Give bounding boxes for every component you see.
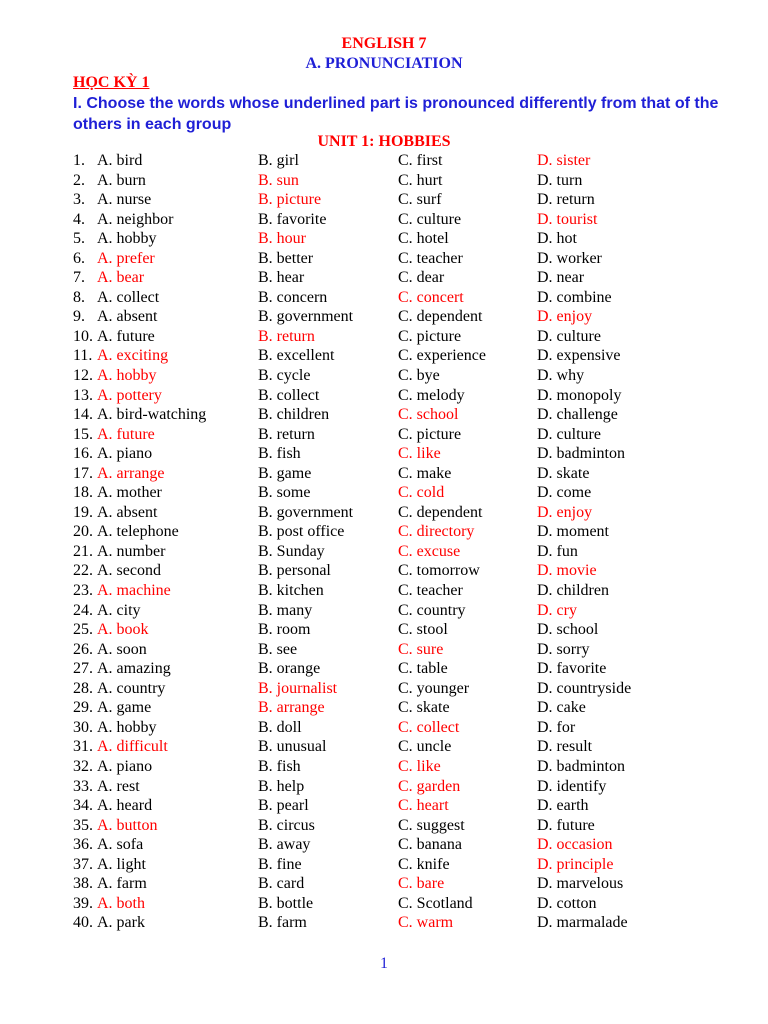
option-c: C. concert [398, 288, 464, 306]
option-d: D. school [537, 621, 599, 639]
option-b: B. picture [258, 191, 322, 209]
option-a: A. button [97, 816, 158, 834]
option-b: B. away [258, 836, 311, 854]
option-c: C. surf [398, 191, 442, 209]
option-d: D. movie [537, 562, 597, 580]
section-title: A. PRONUNCIATION [305, 55, 463, 72]
option-b: B. arrange [258, 699, 325, 717]
question-number: 29. [73, 699, 93, 717]
option-c: C. culture [398, 210, 462, 228]
option-a: A. piano [97, 445, 153, 463]
option-a: A. telephone [97, 523, 179, 541]
option-c: C. skate [398, 699, 450, 717]
question-number: 26. [73, 640, 93, 658]
option-d: D. monopoly [537, 386, 622, 404]
option-a: A. hobby [97, 718, 157, 736]
option-d: D. sorry [537, 640, 590, 658]
question-row [0, 464, 768, 484]
option-c: C. hurt [398, 171, 443, 189]
question-row [0, 425, 768, 445]
option-a: A. hobby [97, 230, 157, 248]
question-row [0, 913, 768, 933]
question-number: 3. [73, 191, 85, 209]
question-row [0, 483, 768, 503]
option-a: A. neighbor [97, 210, 174, 228]
question-row [0, 777, 768, 797]
question-number: 2. [73, 171, 85, 189]
course-title: ENGLISH 7 [341, 35, 427, 52]
option-c: C. bye [398, 367, 440, 385]
question-number: 28. [73, 679, 93, 697]
option-b: B. fish [258, 757, 301, 775]
option-a: A. future [97, 327, 155, 345]
option-a: A. absent [97, 308, 158, 326]
question-row [0, 855, 768, 875]
option-d: D. enjoy [537, 503, 593, 521]
option-b: B. orange [258, 660, 321, 678]
question-row [0, 796, 768, 816]
option-b: B. see [258, 640, 298, 658]
option-a: A. game [97, 699, 152, 717]
option-d: D. fun [537, 542, 578, 560]
option-a: A. piano [97, 757, 153, 775]
question-number: 31. [73, 738, 93, 756]
option-b: B. better [258, 249, 314, 267]
question-row [0, 737, 768, 757]
option-c: C. heart [398, 797, 449, 815]
option-b: B. return [258, 327, 315, 345]
option-d: D. challenge [537, 406, 618, 424]
option-b: B. cycle [258, 367, 311, 385]
option-c: C. first [398, 152, 443, 169]
option-b: B. card [258, 875, 305, 893]
question-number: 20. [73, 523, 93, 541]
question-row [0, 366, 768, 386]
option-c: C. teacher [398, 582, 463, 600]
option-d: D. marvelous [537, 875, 624, 893]
option-c: C. experience [398, 347, 486, 365]
question-number: 34. [73, 797, 93, 815]
option-b: B. collect [258, 386, 320, 404]
question-row [0, 405, 768, 425]
question-row [0, 542, 768, 562]
option-c: C. stool [398, 621, 448, 639]
question-number: 37. [73, 855, 93, 873]
option-b: B. personal [258, 562, 331, 580]
question-row [0, 874, 768, 894]
instruction-text: I. Choose the words whose underlined part is pronounced differently from that of the others in each group [73, 95, 719, 133]
option-b: B. bottle [258, 894, 314, 912]
option-c: C. Scotland [398, 894, 473, 912]
option-c: C. knife [398, 855, 450, 873]
option-c: C. suggest [398, 816, 465, 834]
option-b: B. Sunday [258, 542, 325, 560]
option-c: C. excuse [398, 542, 461, 560]
option-d: D. why [537, 367, 585, 385]
option-a: A. difficult [97, 738, 168, 756]
question-row [0, 327, 768, 347]
option-b: B. unusual [258, 738, 327, 756]
option-d: D. cotton [537, 894, 597, 912]
question-number: 1. [73, 152, 85, 169]
option-d: D. moment [537, 523, 609, 541]
question-row [0, 346, 768, 366]
option-a: A. both [97, 894, 145, 912]
option-a: A. arrange [97, 464, 165, 482]
option-d: D. cake [537, 699, 586, 717]
option-c: C. dependent [398, 503, 483, 521]
option-b: B. some [258, 484, 311, 502]
question-number: 35. [73, 816, 93, 834]
option-a: A. park [97, 914, 145, 932]
option-c: C. like [398, 757, 441, 775]
question-number: 33. [73, 777, 93, 795]
option-a: A. burn [97, 171, 146, 189]
option-d: D. near [537, 269, 585, 287]
option-b: B. girl [258, 152, 299, 169]
option-a: A. mother [97, 484, 162, 502]
option-c: C. hotel [398, 230, 449, 248]
option-c: C. dependent [398, 308, 483, 326]
option-d: D. tourist [537, 210, 598, 228]
option-a: A. pottery [97, 386, 162, 404]
option-a: A. country [97, 679, 166, 697]
option-a: A. exciting [97, 347, 169, 365]
question-row [0, 229, 768, 249]
option-c: C. cold [398, 484, 445, 502]
question-row [0, 307, 768, 327]
semester-heading: HỌC KỲ 1 [73, 74, 150, 91]
option-b: B. many [258, 601, 313, 619]
option-d: D. expensive [537, 347, 621, 365]
option-d: D. cry [537, 601, 577, 619]
option-d: D. come [537, 484, 592, 502]
option-c: C. tomorrow [398, 562, 480, 580]
question-number: 30. [73, 718, 93, 736]
question-number: 19. [73, 503, 93, 521]
option-b: B. favorite [258, 210, 327, 228]
option-a: A. light [97, 855, 146, 873]
option-d: D. culture [537, 327, 601, 345]
option-a: A. city [97, 601, 141, 619]
option-c: C. dear [398, 269, 445, 287]
question-number: 38. [73, 875, 93, 893]
option-d: D. marmalade [537, 914, 628, 932]
option-b: B. fish [258, 445, 301, 463]
option-c: C. table [398, 660, 448, 678]
option-a: A. second [97, 562, 161, 580]
option-c: C. school [398, 406, 459, 424]
option-b: B. post office [258, 523, 345, 541]
option-a: A. collect [97, 288, 160, 306]
question-row [0, 659, 768, 679]
option-b: B. pearl [258, 797, 309, 815]
question-row [0, 620, 768, 640]
question-number: 11. [73, 347, 93, 365]
question-number: 12. [73, 367, 93, 385]
question-number: 17. [73, 464, 93, 482]
question-number: 6. [73, 249, 85, 267]
option-d: D. worker [537, 249, 602, 267]
option-c: C. like [398, 445, 441, 463]
question-number: 21. [73, 542, 93, 560]
option-a: A. heard [97, 797, 153, 815]
question-row [0, 210, 768, 230]
option-d: D. hot [537, 230, 577, 248]
question-row [0, 151, 768, 171]
option-a: A. hobby [97, 367, 157, 385]
option-d: D. result [537, 738, 593, 756]
option-b: B. sun [258, 171, 299, 189]
option-c: C. picture [398, 425, 462, 443]
question-row [0, 561, 768, 581]
option-d: D. children [537, 582, 609, 600]
question-row [0, 718, 768, 738]
question-number: 15. [73, 425, 93, 443]
option-b: B. kitchen [258, 582, 324, 600]
option-d: D. future [537, 816, 595, 834]
option-d: D. identify [537, 777, 607, 795]
question-number: 4. [73, 210, 85, 228]
question-number: 9. [73, 308, 85, 326]
question-number: 5. [73, 230, 85, 248]
option-c: C. warm [398, 914, 454, 932]
option-b: B. room [258, 621, 311, 639]
question-number: 18. [73, 484, 93, 502]
question-row [0, 288, 768, 308]
unit-heading: UNIT 1: HOBBIES [317, 133, 451, 150]
question-row [0, 698, 768, 718]
question-number: 22. [73, 562, 93, 580]
question-row [0, 816, 768, 836]
question-row [0, 835, 768, 855]
option-b: B. journalist [258, 679, 338, 697]
option-b: B. children [258, 406, 330, 424]
option-b: B. farm [258, 914, 307, 932]
option-c: C. melody [398, 386, 465, 404]
question-number: 39. [73, 894, 93, 912]
option-b: B. doll [258, 718, 302, 736]
question-row [0, 581, 768, 601]
option-c: C. garden [398, 777, 461, 795]
option-d: D. culture [537, 425, 601, 443]
option-a: A. sofa [97, 836, 144, 854]
question-number: 23. [73, 582, 93, 600]
question-row [0, 249, 768, 269]
option-c: C. uncle [398, 738, 452, 756]
option-c: C. banana [398, 836, 462, 854]
option-d: D. for [537, 718, 576, 736]
question-row [0, 522, 768, 542]
question-row [0, 268, 768, 288]
option-c: C. make [398, 464, 452, 482]
option-b: B. help [258, 777, 305, 795]
question-row [0, 894, 768, 914]
option-a: A. bird-watching [97, 406, 207, 424]
option-b: B. circus [258, 816, 315, 834]
option-a: A. future [97, 425, 155, 443]
option-d: D. enjoy [537, 308, 593, 326]
question-number: 16. [73, 445, 93, 463]
option-d: D. return [537, 191, 595, 209]
question-row [0, 640, 768, 660]
question-number: 36. [73, 836, 93, 854]
page-number: 1 [380, 955, 388, 972]
question-number: 8. [73, 288, 85, 306]
option-a: A. absent [97, 503, 158, 521]
option-c: C. collect [398, 718, 460, 736]
question-number: 32. [73, 757, 93, 775]
question-number: 40. [73, 914, 93, 932]
option-c: C. directory [398, 523, 475, 541]
option-d: D. countryside [537, 679, 632, 697]
option-c: C. sure [398, 640, 444, 658]
question-number: 13. [73, 386, 93, 404]
question-row [0, 190, 768, 210]
option-c: C. younger [398, 679, 470, 697]
question-number: 25. [73, 621, 93, 639]
option-a: A. prefer [97, 249, 155, 267]
option-d: D. combine [537, 288, 612, 306]
option-d: D. earth [537, 797, 589, 815]
option-d: D. occasion [537, 836, 613, 854]
option-c: C. picture [398, 327, 462, 345]
question-row [0, 444, 768, 464]
option-b: B. return [258, 425, 315, 443]
option-b: B. hear [258, 269, 305, 287]
question-number: 10. [73, 327, 93, 345]
option-b: B. concern [258, 288, 328, 306]
option-c: C. country [398, 601, 466, 619]
option-a: A. bird [97, 152, 143, 169]
option-c: C. teacher [398, 249, 463, 267]
option-b: B. government [258, 308, 354, 326]
option-b: B. hour [258, 230, 306, 248]
question-row [0, 601, 768, 621]
option-a: A. farm [97, 875, 147, 893]
option-a: A. rest [97, 777, 140, 795]
option-a: A. number [97, 542, 166, 560]
option-a: A. amazing [97, 660, 171, 678]
question-row [0, 386, 768, 406]
option-d: D. principle [537, 855, 614, 873]
question-number: 14. [73, 406, 93, 424]
question-number: 27. [73, 660, 93, 678]
question-row [0, 503, 768, 523]
question-number: 7. [73, 269, 85, 287]
question-row [0, 757, 768, 777]
option-c: C. bare [398, 875, 445, 893]
option-d: D. turn [537, 171, 583, 189]
option-a: A. bear [97, 269, 145, 287]
option-d: D. badminton [537, 757, 625, 775]
question-number: 24. [73, 601, 93, 619]
option-d: D. badminton [537, 445, 625, 463]
option-a: A. soon [97, 640, 147, 658]
option-d: D. sister [537, 152, 591, 169]
option-d: D. skate [537, 464, 590, 482]
option-b: B. fine [258, 855, 302, 873]
option-b: B. excellent [258, 347, 335, 365]
option-a: A. machine [97, 582, 171, 600]
option-b: B. government [258, 503, 354, 521]
question-row [0, 679, 768, 699]
option-b: B. game [258, 464, 312, 482]
option-a: A. nurse [97, 191, 152, 209]
question-row [0, 171, 768, 191]
option-a: A. book [97, 621, 149, 639]
question-list [0, 151, 768, 933]
option-d: D. favorite [537, 660, 607, 678]
